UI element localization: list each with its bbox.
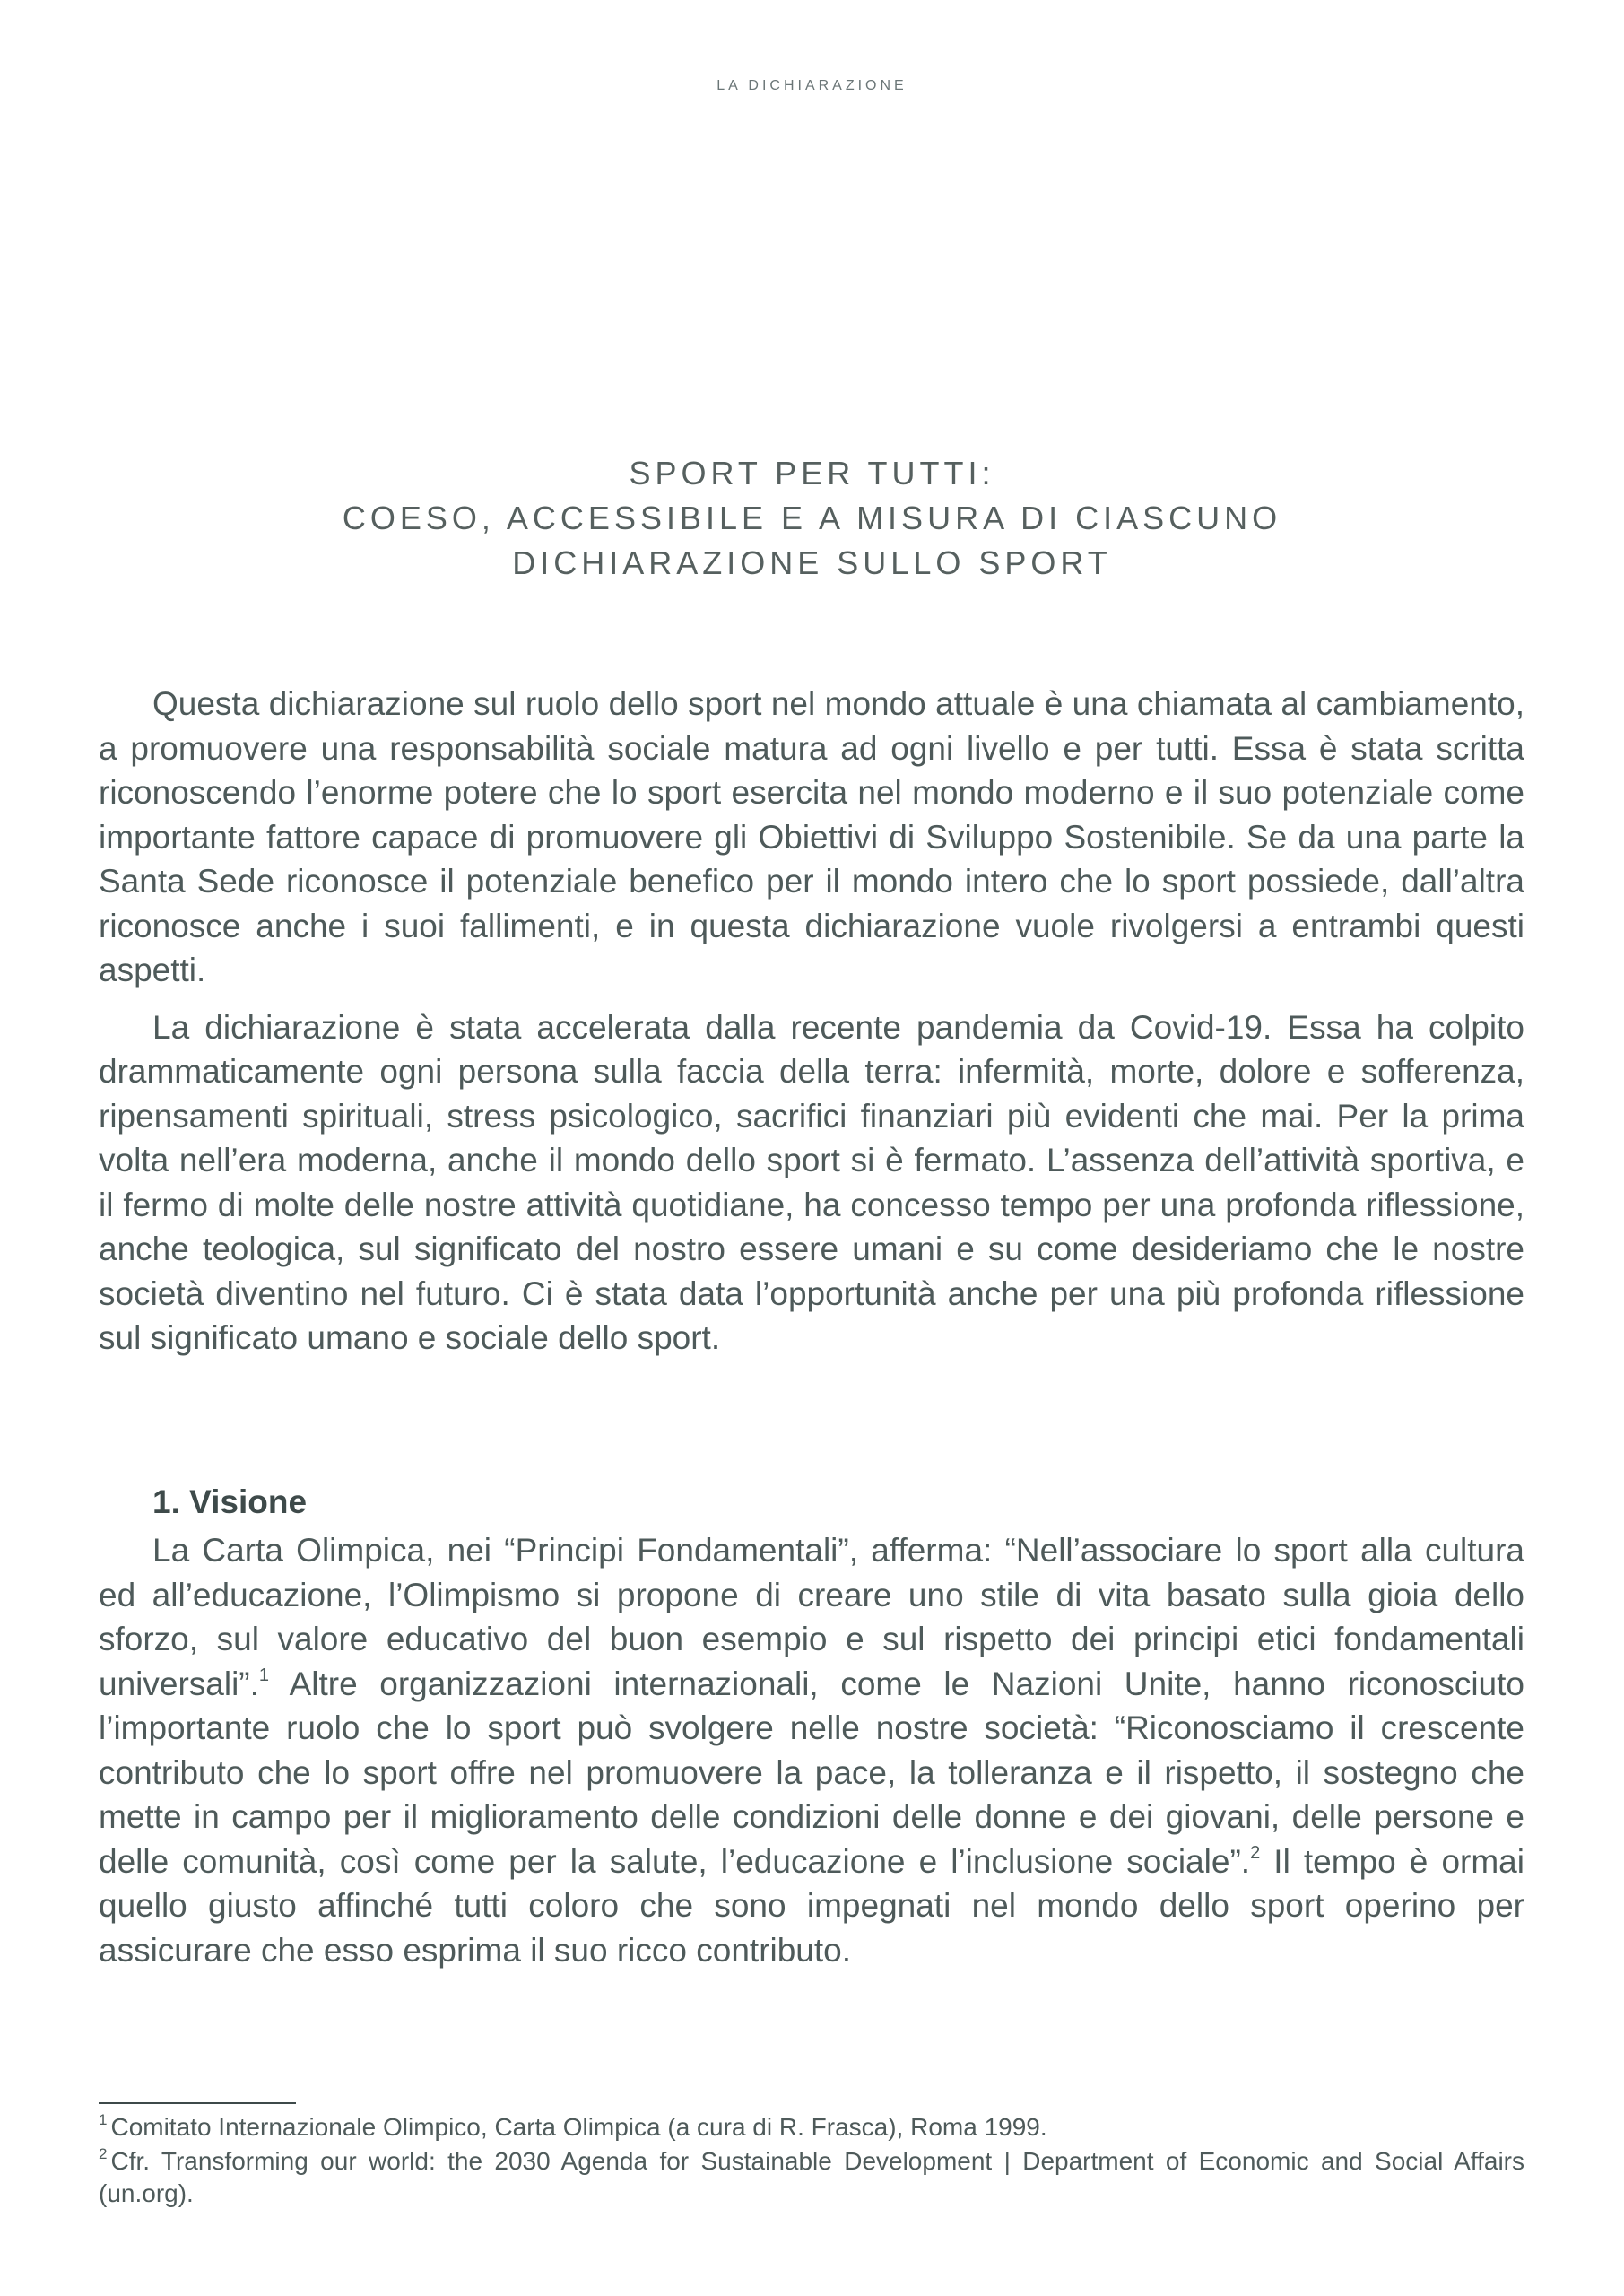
- footnote-divider: [99, 2102, 296, 2104]
- title-line-1: SPORT PER TUTTI:: [629, 455, 995, 491]
- intro-paragraph-2: La dichiarazione è stata accelerata dalla recente pandemia da Covid-19. Essa ha colpito drammaticamente ogni persona sulla faccia della terra: infermità, morte, dolore e sofferenza, ripensamenti spirituali, stress psicologico, sacrifici finanziari più evidenti che mai. Per la prima volta nell’era moderna, anche il mondo dello sport si è fermato. L’assenza dell’attività sportiva, e il fermo di molte delle nostre attività quotidiane, ha concesso tempo per una profonda riflessione, anche teologica, sul significato del nostro essere umani e su come desideriamo che le nostre società diventino nel futuro. Ci è stata data l’opportunità anche per una più profonda riflessione sul significato umano e sociale dello sport.: [99, 1008, 1524, 1356]
- footnote-2: [99, 2145, 1524, 2210]
- footnotes: [99, 2111, 1524, 2212]
- footnote-1: [99, 2111, 1524, 2144]
- section-heading: 1. Visione: [152, 1483, 308, 1520]
- footnote-text: Cfr. Transforming our world: the 2030 Agenda for Sustainable Development | Department of Economic and Social Affairs (un.org).: [99, 2147, 1524, 2207]
- section-paragraph: [99, 1528, 1524, 1972]
- paragraph-text-part-2: Altre organizzazioni internazionali, come le Nazioni Unite, hanno riconosciuto l’importante ruolo che lo sport può svolgere nelle nostre società: “Riconosciamo il crescente contributo che lo sport offre nel promuovere la pace, la tolleranza e il rispetto, il sostegno che mette in campo per il miglioramento delle condizioni delle donne e dei giovani, delle persone e delle comunità, così come per la salute, l’educazione e l’inclusione sociale”.: [99, 1665, 1524, 1880]
- footnote-mark: 1: [99, 2111, 108, 2128]
- title-line-3: DICHIARAZIONE SULLO SPORT: [512, 544, 1112, 581]
- paragraph-text-part-3: Il tempo è ormai quello giusto affinché tutti coloro che sono impegnati nel mondo dello sport operino per assicurare che esso esprima il suo ricco contributo.: [99, 1842, 1524, 1969]
- document-title: [0, 451, 1624, 586]
- footnote-mark: 2: [99, 2145, 108, 2162]
- intro-section: [99, 682, 1524, 1373]
- footnote-ref-1: 1: [258, 1665, 270, 1685]
- footnote-text: Comitato Internazionale Olimpico, Carta Olimpica (a cura di R. Frasca), Roma 1999.: [110, 2113, 1047, 2141]
- paragraph-text-part-1: La Carta Olimpica, nei “Principi Fondamentali”, afferma: “Nell’associare lo sport alla cultura ed all’educazione, l’Olimpismo si propone di creare uno stile di vita basato sulla gioia dello sforzo, sul valore educativo del buon esempio e sul rispetto dei principi etici fondamentali universali”.: [99, 1532, 1524, 1702]
- section-visione: [99, 1480, 1524, 1985]
- footnote-ref-2: 2: [1250, 1842, 1261, 1863]
- intro-paragraph-1: Questa dichiarazione sul ruolo dello sport nel mondo attuale è una chiamata al cambiamento, a promuovere una responsabilità sociale matura ad ogni livello e per tutti. Essa è stata scritta riconoscendo l’enorme potere che lo sport esercita nel mondo moderno e il suo potenziale come importante fattore capace di promuovere gli Obiettivi di Sviluppo Sostenibile. Se da una parte la Santa Sede riconosce il potenziale benefico per il mondo intero che lo sport possiede, dall’altra riconosce anche i suoi fallimenti, e in questa dichiarazione vuole rivolgersi a entrambi questi aspetti.: [99, 685, 1524, 988]
- title-line-2: COESO, ACCESSIBILE E A MISURA DI CIASCUNO: [342, 500, 1282, 536]
- running-header: LA DICHIARAZIONE: [716, 78, 908, 93]
